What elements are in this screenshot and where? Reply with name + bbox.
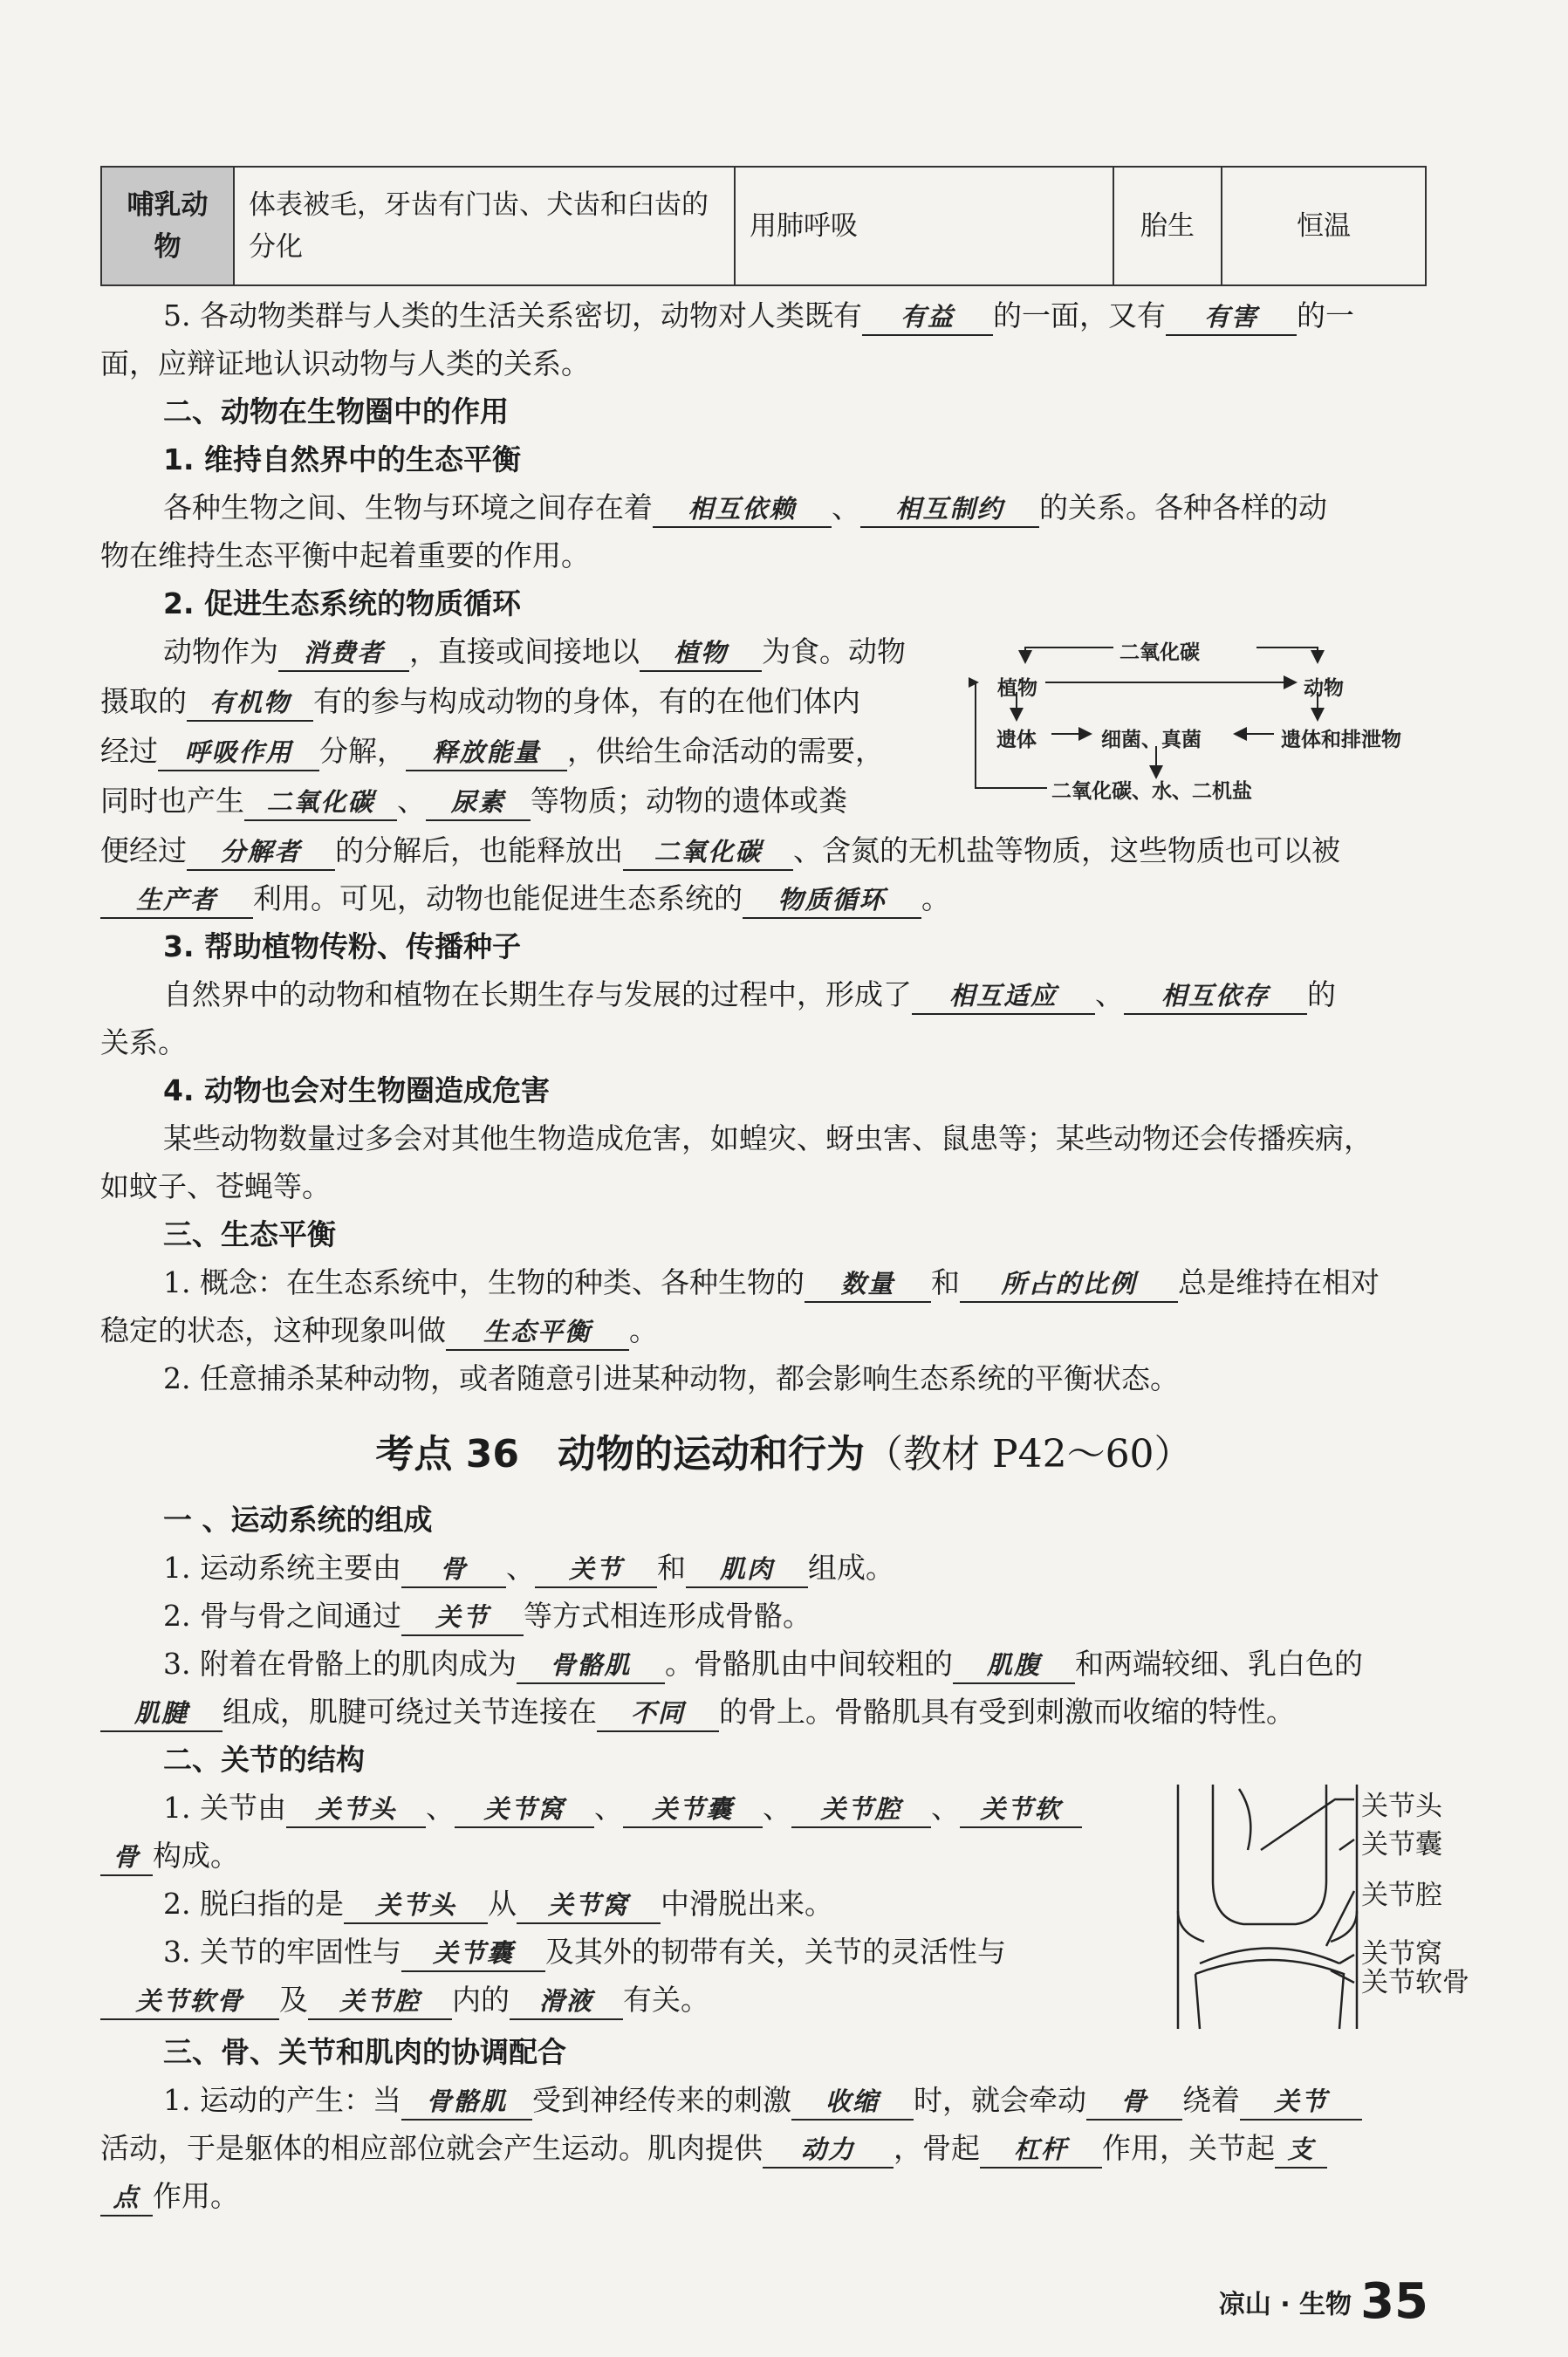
m3-heading: 三、骨、关节和肌肉的协调配合 bbox=[163, 2035, 566, 2069]
answer-blank: 所占的比例 bbox=[960, 1266, 1178, 1303]
answer-blank: 相互依存 bbox=[1124, 978, 1307, 1015]
muscle-line bbox=[1239, 1789, 1250, 1850]
feature-cell: 体表被毛，牙齿有门齿、犬齿和臼齿的分化 bbox=[234, 167, 735, 285]
answer-blank: 相互依赖 bbox=[653, 491, 832, 528]
answer-blank: 肌腹 bbox=[953, 1648, 1075, 1684]
answer-blank: 骨 bbox=[401, 1552, 506, 1588]
answer-blank: 二氧化碳 bbox=[623, 834, 793, 871]
answer-blank: 关节囊 bbox=[623, 1792, 763, 1828]
m1-heading: 一 、运动系统的组成 bbox=[163, 1503, 433, 1537]
joint-label: 关节腔 bbox=[1361, 1880, 1442, 1911]
s1-line2: 物在维持生态平衡中起着重要的作用。 bbox=[100, 538, 590, 572]
answer-blank: 骨 bbox=[100, 1840, 153, 1876]
answer-blank: 关节窝 bbox=[455, 1792, 594, 1828]
s2-line1: 动物作为 消费者 ，直接或间接地以 植物 为食。动物 bbox=[100, 631, 1027, 673]
answer-blank: 关节窝 bbox=[517, 1888, 661, 1924]
diagram-remains: 遗体 bbox=[996, 729, 1037, 751]
answer-blank: 尿素 bbox=[426, 785, 531, 821]
p5-line2: 面，应辩证地认识动物与人类的关系。 bbox=[100, 346, 590, 380]
answer-blank: 骨骼肌 bbox=[401, 2084, 532, 2121]
mammal-table bbox=[100, 166, 1427, 286]
answer-blank: 二氧化碳 bbox=[244, 785, 397, 821]
m1-line3: 3. 附着在骨骼上的肌肉成为 骨骼肌 。骨骼肌由中间较粗的 肌腹 和两端较细、乳白色的 bbox=[100, 1643, 1498, 1685]
answer-blank: 关节 bbox=[1240, 2084, 1362, 2121]
joint-label: 关节囊 bbox=[1361, 1829, 1442, 1860]
eq-line2: 稳定的状态，这种现象叫做 生态平衡 。 bbox=[100, 1310, 1435, 1352]
answer-blank: 有益 bbox=[862, 299, 993, 336]
s3-title: 3. 帮助植物传粉、传播种子 bbox=[163, 929, 521, 963]
s1-title: 1. 维持自然界中的生态平衡 bbox=[163, 442, 521, 476]
femur bbox=[1213, 1785, 1326, 1924]
answer-blank: 关节囊 bbox=[401, 1936, 545, 1972]
diagram-animal: 动物 bbox=[1304, 677, 1344, 700]
answer-blank: 骨骼肌 bbox=[517, 1648, 665, 1684]
s2-line5: 便经过 分解者 的分解后，也能释放出 二氧化碳 、含氮的无机盐等物质，这些物质也可以被 bbox=[100, 830, 1435, 872]
page-footer bbox=[1219, 2273, 1428, 2330]
m2-line5: 关节软骨 及 关节腔 内的 滑液 有关。 bbox=[100, 1979, 1435, 2021]
p5-line1: 5. 各动物类群与人类的生活关系密切，动物对人类既有 有益 的一面，又有 有害 的一 bbox=[100, 295, 1498, 337]
answer-blank: 关节软 bbox=[960, 1792, 1082, 1828]
answer-blank: 分解者 bbox=[187, 834, 335, 871]
answer-blank: 释放能量 bbox=[406, 735, 567, 771]
m2-line3: 2. 脱臼指的是 关节头 从 关节窝 中滑脱出来。 bbox=[100, 1883, 1498, 1925]
answer-blank: 生产者 bbox=[100, 882, 253, 919]
answer-blank: 生态平衡 bbox=[446, 1314, 629, 1351]
s4-line1: 某些动物数量过多会对其他生物造成危害，如蝗灾、蚜虫害、鼠患等；某些动物还会传播疾病， bbox=[163, 1121, 1373, 1155]
s2-line6: 生产者 利用。可见，动物也能促进生态系统的 物质循环 。 bbox=[100, 878, 1435, 920]
joint-label: 关节软骨 bbox=[1361, 1967, 1469, 1998]
answer-blank: 相互适应 bbox=[912, 978, 1095, 1015]
page-number: 35 bbox=[1360, 2273, 1428, 2330]
answer-blank: 物质循环 bbox=[743, 882, 921, 919]
m3-line2: 活动，于是躯体的相应部位就会产生运动。肌肉提供 动力 ，骨起 杠杆 作用，关节起 支 bbox=[100, 2127, 1435, 2169]
s1-line1: 各种生物之间、生物与环境之间存在着 相互依赖 、 相互制约 的关系。各种各样的动 bbox=[100, 487, 1498, 529]
answer-blank: 肌腱 bbox=[100, 1696, 223, 1732]
answer-blank: 数量 bbox=[805, 1266, 931, 1303]
diagram-products: 二氧化碳、水、二机盐 bbox=[1051, 780, 1252, 803]
tibia bbox=[1195, 1960, 1344, 2029]
eq-p2: 2. 任意捕杀某种动物，或者随意引进某种动物，都会影响生态系统的平衡状态。 bbox=[163, 1361, 1179, 1395]
s2-title: 2. 促进生态系统的物质循环 bbox=[163, 586, 521, 620]
section-title: 考点 36 动物的运动和行为（教材 P42～60） bbox=[375, 1432, 1193, 1477]
breath-cell: 用肺呼吸 bbox=[735, 167, 1113, 285]
diagram-plant: 植物 bbox=[997, 677, 1037, 700]
label-line bbox=[1339, 1840, 1354, 1850]
m1-line2: 2. 骨与骨之间通过 关节 等方式相连形成骨骼。 bbox=[100, 1595, 1498, 1637]
answer-blank: 关节腔 bbox=[308, 1984, 452, 2020]
label-line bbox=[1261, 1799, 1354, 1850]
m1-line1: 1. 运动系统主要由 骨 、 关节 和 肌肉 组成。 bbox=[100, 1547, 1498, 1589]
arrow bbox=[1025, 647, 1113, 662]
m3-line3: 点 作用。 bbox=[100, 2175, 1435, 2217]
s2-line4: 同时也产生 二氧化碳 、 尿素 等物质；动物的遗体或粪 bbox=[100, 780, 964, 822]
s2-line2: 摄取的 有机物 有的参与构成动物的身体，有的在他们体内 bbox=[100, 681, 964, 723]
s3-line1: 自然界中的动物和植物在长期生存与发展的过程中，形成了 相互适应 、 相互依存 的 bbox=[100, 974, 1498, 1016]
m2-line4: 3. 关节的牢固性与 关节囊 及其外的韧带有关，关节的灵活性与 bbox=[100, 1931, 1498, 1973]
matter-cycle-diagram bbox=[969, 633, 1440, 798]
answer-blank: 滑液 bbox=[510, 1984, 623, 2020]
answer-blank: 关节头 bbox=[286, 1792, 426, 1828]
book-name: 凉山 · 生物 bbox=[1218, 2289, 1352, 2320]
m2-heading: 二、关节的结构 bbox=[163, 1743, 365, 1777]
answer-blank: 肌肉 bbox=[686, 1552, 808, 1588]
answer-blank: 关节 bbox=[401, 1600, 524, 1636]
diagram-waste: 遗体和排泄物 bbox=[1281, 729, 1401, 751]
answer-blank: 支 bbox=[1275, 2132, 1327, 2169]
answer-blank: 骨 bbox=[1086, 2084, 1182, 2121]
table-row bbox=[101, 167, 1426, 285]
m1-line4: 肌腱 组成，肌腱可绕过关节连接在 不同 的骨上。骨骼肌具有受到刺激而收缩的特性。 bbox=[100, 1691, 1435, 1733]
s4-title: 4. 动物也会对生物圈造成危害 bbox=[163, 1073, 550, 1107]
joint-label: 关节头 bbox=[1361, 1791, 1442, 1822]
diagram-co2: 二氧化碳 bbox=[1120, 641, 1200, 664]
answer-blank: 相互制约 bbox=[860, 491, 1039, 528]
s4-line2: 如蚊子、苍蝇等。 bbox=[100, 1169, 331, 1203]
m2-line2: 骨 构成。 bbox=[100, 1835, 1435, 1877]
temp-cell: 恒温 bbox=[1222, 167, 1426, 285]
answer-blank: 呼吸作用 bbox=[158, 735, 319, 771]
answer-blank: 关节 bbox=[535, 1552, 657, 1588]
s2-line3: 经过 呼吸作用 分解， 释放能量 ，供给生命活动的需要， bbox=[100, 730, 964, 772]
answer-blank: 有害 bbox=[1166, 299, 1297, 336]
joint-label: 关节窝 bbox=[1361, 1938, 1442, 1970]
answer-blank: 植物 bbox=[640, 635, 762, 672]
heading-role: 二、动物在生物圈中的作用 bbox=[163, 394, 509, 428]
answer-blank: 不同 bbox=[597, 1696, 719, 1732]
label-line bbox=[1339, 1955, 1354, 1963]
m3-line1: 1. 运动的产生：当 骨骼肌 受到神经传来的刺激 收缩 时，就会牵动 骨 绕着 关节 bbox=[100, 2080, 1498, 2121]
answer-blank: 点 bbox=[100, 2180, 153, 2217]
group-cell: 哺乳动物 bbox=[101, 167, 234, 285]
answer-blank: 关节腔 bbox=[791, 1792, 931, 1828]
m2-line1: 1. 关节由 关节头 、 关节窝 、 关节囊 、 关节腔 、 关节软 bbox=[100, 1787, 1193, 1829]
eq-line1: 1. 概念：在生态系统中，生物的种类、各种生物的 数量 和 所占的比例 总是维持在相对 bbox=[100, 1262, 1498, 1304]
diagram-bacteria: 细菌、真菌 bbox=[1101, 729, 1202, 751]
joint-capsule bbox=[1178, 1785, 1357, 1942]
repro-cell: 胎生 bbox=[1113, 167, 1222, 285]
answer-blank: 有机物 bbox=[187, 685, 313, 722]
answer-blank: 动力 bbox=[763, 2132, 894, 2169]
answer-blank: 消费者 bbox=[278, 635, 409, 672]
cartilage-upper bbox=[1200, 1949, 1339, 1964]
arrow bbox=[1256, 647, 1318, 662]
answer-blank: 关节软骨 bbox=[100, 1984, 279, 2020]
s3-line2: 关系。 bbox=[100, 1025, 187, 1059]
answer-blank: 收缩 bbox=[791, 2084, 914, 2121]
heading-balance: 三、生态平衡 bbox=[163, 1217, 336, 1251]
answer-blank: 杠杆 bbox=[980, 2132, 1102, 2169]
answer-blank: 关节头 bbox=[344, 1888, 488, 1924]
